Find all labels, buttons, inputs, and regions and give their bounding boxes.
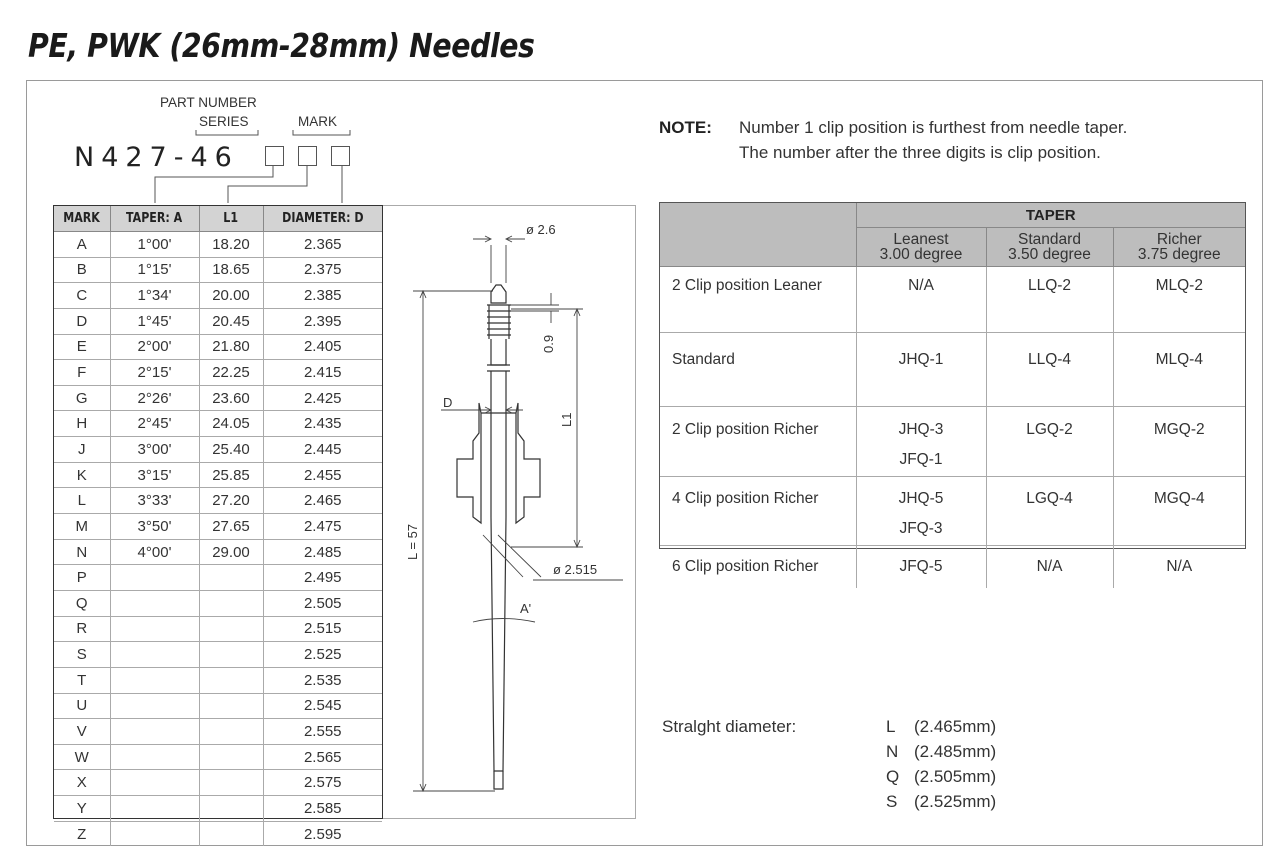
mark-table-cell: 27.65 xyxy=(199,514,263,540)
taper-row-label xyxy=(660,477,856,546)
mark-table-cell: 2.375 xyxy=(263,257,382,283)
table-row xyxy=(54,667,382,693)
taper-column-name: Standard xyxy=(1018,231,1081,248)
mark-table-cell xyxy=(199,770,263,796)
note-label: NOTE: xyxy=(659,118,712,137)
mark-table-cell: P xyxy=(54,565,110,591)
mark-table-cell: N xyxy=(54,539,110,565)
taper-angle-label: A' xyxy=(520,601,532,616)
list-item xyxy=(886,792,996,812)
taper-table-cell xyxy=(856,267,986,333)
straight-mark: Q xyxy=(886,767,900,786)
table-row xyxy=(54,257,382,283)
taper-part-number: LGQ-4 xyxy=(1026,490,1073,507)
straight-value: (2.525mm) xyxy=(914,792,997,811)
mark-table-cell: 2.475 xyxy=(263,514,382,540)
mark-table-cell: K xyxy=(54,462,110,488)
mark-table-cell: 3°00' xyxy=(110,437,199,463)
table-row xyxy=(54,308,382,334)
table-row xyxy=(54,539,382,565)
series-label: SERIES xyxy=(199,114,249,129)
taper-table-cell xyxy=(986,546,1113,589)
mark-table-cell: 22.25 xyxy=(199,360,263,386)
mark-table-cell: 2°00' xyxy=(110,334,199,360)
table-row xyxy=(54,360,382,386)
mark-label: MARK xyxy=(298,114,338,129)
part-number-leader-lines xyxy=(0,0,400,210)
groove-pitch-label: 0.9 xyxy=(541,334,556,353)
mark-table-cell xyxy=(199,616,263,642)
taper-row-label-text: 4 Clip position Richer xyxy=(672,490,819,507)
mark-table-header xyxy=(110,206,199,232)
taper-table-cell xyxy=(1113,407,1245,477)
table-row xyxy=(54,411,382,437)
part-number-code: N427-46 xyxy=(74,142,239,173)
taper-part-number: N/A xyxy=(1166,558,1193,575)
mark-table-cell: 1°00' xyxy=(110,232,199,258)
mark-table-cell xyxy=(199,821,263,846)
taper-column-header xyxy=(1113,228,1245,267)
mark-table-cell: G xyxy=(54,385,110,411)
mark-table-cell: 23.60 xyxy=(199,385,263,411)
note-line-2: The number after the three digits is clip position. xyxy=(739,143,1101,162)
mark-table-cell: 2.495 xyxy=(263,565,382,591)
mark-table-cell: L xyxy=(54,488,110,514)
mark-table-cell: 2.545 xyxy=(263,693,382,719)
taper-part-number: LLQ-2 xyxy=(1027,277,1072,294)
mark-table-cell: 3°50' xyxy=(110,514,199,540)
taper-row-label-text: Standard xyxy=(672,351,735,368)
table-row xyxy=(54,821,382,846)
taper-row-label xyxy=(660,546,856,589)
taper-column-degree: 3.50 degree xyxy=(1008,246,1091,263)
taper-part-number: MLQ-2 xyxy=(1155,277,1203,294)
table-row xyxy=(54,514,382,540)
table-row xyxy=(54,488,382,514)
taper-row-label xyxy=(660,267,856,333)
table-row xyxy=(660,333,1245,407)
table-row xyxy=(660,267,1245,333)
mark-table-cell xyxy=(199,590,263,616)
taper-part-number: JFQ-1 xyxy=(899,451,943,468)
mark-table-cell: 29.00 xyxy=(199,539,263,565)
list-item xyxy=(886,717,996,737)
table-row xyxy=(54,385,382,411)
table-row xyxy=(660,407,1245,477)
diameter-d-label: D xyxy=(443,395,453,410)
taper-table xyxy=(659,202,1246,575)
mark-table-cell: 2.575 xyxy=(263,770,382,796)
mark-table-cell: S xyxy=(54,642,110,668)
mark-table-cell: 1°15' xyxy=(110,257,199,283)
mark-table-cell: 21.80 xyxy=(199,334,263,360)
mark-table-cell: 24.05 xyxy=(199,411,263,437)
taper-part-number: N/A xyxy=(1036,558,1063,575)
mark-table-cell: 2.485 xyxy=(263,539,382,565)
taper-part-number: MGQ-2 xyxy=(1153,421,1205,438)
taper-column-header xyxy=(856,228,986,267)
taper-row-label-text: 2 Clip position Leaner xyxy=(672,277,822,294)
straight-mark: L xyxy=(886,717,896,736)
table-row xyxy=(54,462,382,488)
mark-table-cell: 2°45' xyxy=(110,411,199,437)
mark-table-cell xyxy=(199,719,263,745)
taper-table-cell xyxy=(1113,333,1245,407)
mark-table-cell xyxy=(199,796,263,822)
mark-table-cell: 2°26' xyxy=(110,385,199,411)
mark-table-cell: 27.20 xyxy=(199,488,263,514)
mark-table-cell xyxy=(110,642,199,668)
mark-table-cell: 2.585 xyxy=(263,796,382,822)
mark-table-cell: 2.595 xyxy=(303,825,342,843)
length-label: L = 57 xyxy=(405,523,420,560)
table-row xyxy=(54,796,382,822)
mark-table-header xyxy=(263,206,382,232)
table-row xyxy=(54,719,382,745)
mark-table xyxy=(53,205,383,843)
mark-table-cell: E xyxy=(54,334,110,360)
mark-table-cell: H xyxy=(54,411,110,437)
taper-table-cell xyxy=(1113,477,1245,546)
mark-table-cell: W xyxy=(54,744,110,770)
table-row xyxy=(54,283,382,309)
mark-table-cell: 2.435 xyxy=(263,411,382,437)
mark-table-cell: F xyxy=(54,360,110,386)
straight-diameter-label: Stralght diameter: xyxy=(662,717,797,736)
taper-table-cell xyxy=(986,477,1113,546)
taper-column-name: Richer xyxy=(1156,231,1202,248)
mark-table-cell: 1°45' xyxy=(110,308,199,334)
table-row xyxy=(54,616,382,642)
table-row xyxy=(54,744,382,770)
mark-table-cell: 18.20 xyxy=(199,232,263,258)
straight-mark: S xyxy=(886,792,898,811)
mark-table-cell: 2.445 xyxy=(263,437,382,463)
taper-table-cell xyxy=(986,267,1113,333)
taper-part-number: JFQ-5 xyxy=(899,558,943,575)
mark-table-cell xyxy=(110,770,199,796)
mark-table-cell: J xyxy=(54,437,110,463)
taper-table-cell xyxy=(986,407,1113,477)
table-row xyxy=(54,590,382,616)
mark-table-cell: 2.525 xyxy=(263,642,382,668)
taper-corner xyxy=(660,203,856,267)
mark-table-cell xyxy=(199,693,263,719)
shaft-diameter-label: ø 2.515 xyxy=(553,562,598,577)
taper-row-label-text: 2 Clip position Richer xyxy=(672,421,819,438)
taper-part-number: JHQ-1 xyxy=(898,351,944,368)
needle-diagram xyxy=(383,205,636,819)
mark-table-cell: 20.45 xyxy=(199,308,263,334)
mark-table-cell: C xyxy=(54,283,110,309)
mark-table-cell: U xyxy=(54,693,110,719)
mark-table-cell xyxy=(199,565,263,591)
mark-table-cell xyxy=(199,744,263,770)
mark-table-cell: B xyxy=(54,257,110,283)
mark-table-cell: 18.65 xyxy=(199,257,263,283)
taper-table-cell xyxy=(1113,546,1245,589)
mark-table-cell: A xyxy=(54,232,110,258)
mark-table-cell xyxy=(110,719,199,745)
taper-table-cell xyxy=(856,477,986,546)
mark-table-cell: X xyxy=(54,770,110,796)
l1-label: L1 xyxy=(559,412,574,427)
taper-part-number: LGQ-2 xyxy=(1026,421,1073,438)
mark-table-cell: 3°33' xyxy=(110,488,199,514)
taper-part-number: MLQ-4 xyxy=(1155,351,1203,368)
taper-column-degree: 3.00 degree xyxy=(879,246,963,263)
mark-table-header-label: TAPER: A xyxy=(126,211,183,226)
note-line-1: Number 1 clip position is furthest from needle taper. xyxy=(739,118,1128,137)
mark-table-cell xyxy=(110,667,199,693)
mark-table-cell: 2.515 xyxy=(263,616,382,642)
taper-row-label xyxy=(660,333,856,407)
mark-table-cell xyxy=(110,590,199,616)
mark-table-cell: T xyxy=(54,667,110,693)
table-row xyxy=(660,477,1245,546)
straight-value: (2.465mm) xyxy=(914,717,997,736)
mark-table-cell: R xyxy=(54,616,110,642)
mark-table-cell: 2.415 xyxy=(263,360,382,386)
taper-row-label xyxy=(660,407,856,477)
mark-table-cell: 2.565 xyxy=(263,744,382,770)
mark-table-cell: 2.405 xyxy=(263,334,382,360)
mark-table-cell: 2.455 xyxy=(263,462,382,488)
mark-table-cell: 3°15' xyxy=(110,462,199,488)
table-row xyxy=(54,642,382,668)
mark-table-header xyxy=(199,206,263,232)
mark-table-cell: 2.465 xyxy=(263,488,382,514)
straight-mark: N xyxy=(886,742,899,761)
top-diameter-label: ø 2.6 xyxy=(526,222,556,237)
mark-table-cell: V xyxy=(54,719,110,745)
taper-column-name: Leanest xyxy=(893,231,949,248)
mark-table-cell xyxy=(110,693,199,719)
mark-table-cell: 2.555 xyxy=(263,719,382,745)
mark-table-cell: 2.505 xyxy=(263,590,382,616)
list-item xyxy=(886,767,996,787)
taper-table-cell xyxy=(856,333,986,407)
taper-column-header xyxy=(986,228,1113,267)
taper-table-cell xyxy=(1113,267,1245,333)
taper-part-number: LLQ-4 xyxy=(1027,351,1072,368)
mark-table-cell: Z xyxy=(54,821,110,846)
mark-table-cell: 2.535 xyxy=(263,667,382,693)
taper-part-number: JFQ-3 xyxy=(899,520,943,537)
taper-part-number: N/A xyxy=(908,277,934,294)
mark-table-cell: 25.85 xyxy=(199,462,263,488)
mark-table-cell: M xyxy=(54,514,110,540)
taper-part-number: JHQ-3 xyxy=(898,421,944,438)
mark-table-cell: 20.00 xyxy=(199,283,263,309)
mark-table-cell: Y xyxy=(54,796,110,822)
straight-value: (2.505mm) xyxy=(914,767,997,786)
mark-table-header-label: L1 xyxy=(223,211,239,226)
taper-part-number: JHQ-5 xyxy=(898,490,944,507)
table-row xyxy=(660,546,1245,589)
mark-table-cell: 2.385 xyxy=(263,283,382,309)
taper-part-number: MGQ-4 xyxy=(1153,490,1205,507)
mark-table-cell: D xyxy=(54,308,110,334)
part-number-label: PART NUMBER xyxy=(160,95,257,110)
table-row xyxy=(54,232,382,258)
mark-table-cell xyxy=(199,642,263,668)
mark-table-cell: 2.425 xyxy=(263,385,382,411)
mark-table-cell xyxy=(110,796,199,822)
taper-table-cell xyxy=(986,333,1113,407)
table-row xyxy=(54,437,382,463)
mark-table-cell xyxy=(110,744,199,770)
mark-table-header-label: MARK xyxy=(63,211,101,226)
mark-table-cell xyxy=(199,667,263,693)
mark-table-cell: 25.40 xyxy=(199,437,263,463)
mark-table-cell: 2°15' xyxy=(110,360,199,386)
mark-table-cell xyxy=(110,821,199,846)
taper-group-header: TAPER xyxy=(856,203,1245,228)
table-row xyxy=(54,565,382,591)
taper-column-degree: 3.75 degree xyxy=(1137,246,1221,263)
list-item xyxy=(886,742,996,762)
mark-table-cell xyxy=(110,616,199,642)
page-title: PE, PWK (26mm-28mm) Needles xyxy=(28,26,535,65)
taper-row-label-text: 6 Clip position Richer xyxy=(672,558,819,575)
mark-table-header-label: DIAMETER: D xyxy=(282,211,364,226)
mark-table-cell: 2.395 xyxy=(263,308,382,334)
taper-table-cell xyxy=(856,546,986,589)
mark-table-cell xyxy=(110,565,199,591)
table-row xyxy=(54,770,382,796)
mark-table-cell: 2.365 xyxy=(263,232,382,258)
straight-value: (2.485mm) xyxy=(914,742,997,761)
taper-table-cell xyxy=(856,407,986,477)
table-row xyxy=(54,693,382,719)
mark-table-header xyxy=(54,206,110,232)
table-row xyxy=(54,334,382,360)
mark-table-cell: 1°34' xyxy=(110,283,199,309)
mark-table-cell: Q xyxy=(54,590,110,616)
mark-table-cell: 4°00' xyxy=(110,539,199,565)
